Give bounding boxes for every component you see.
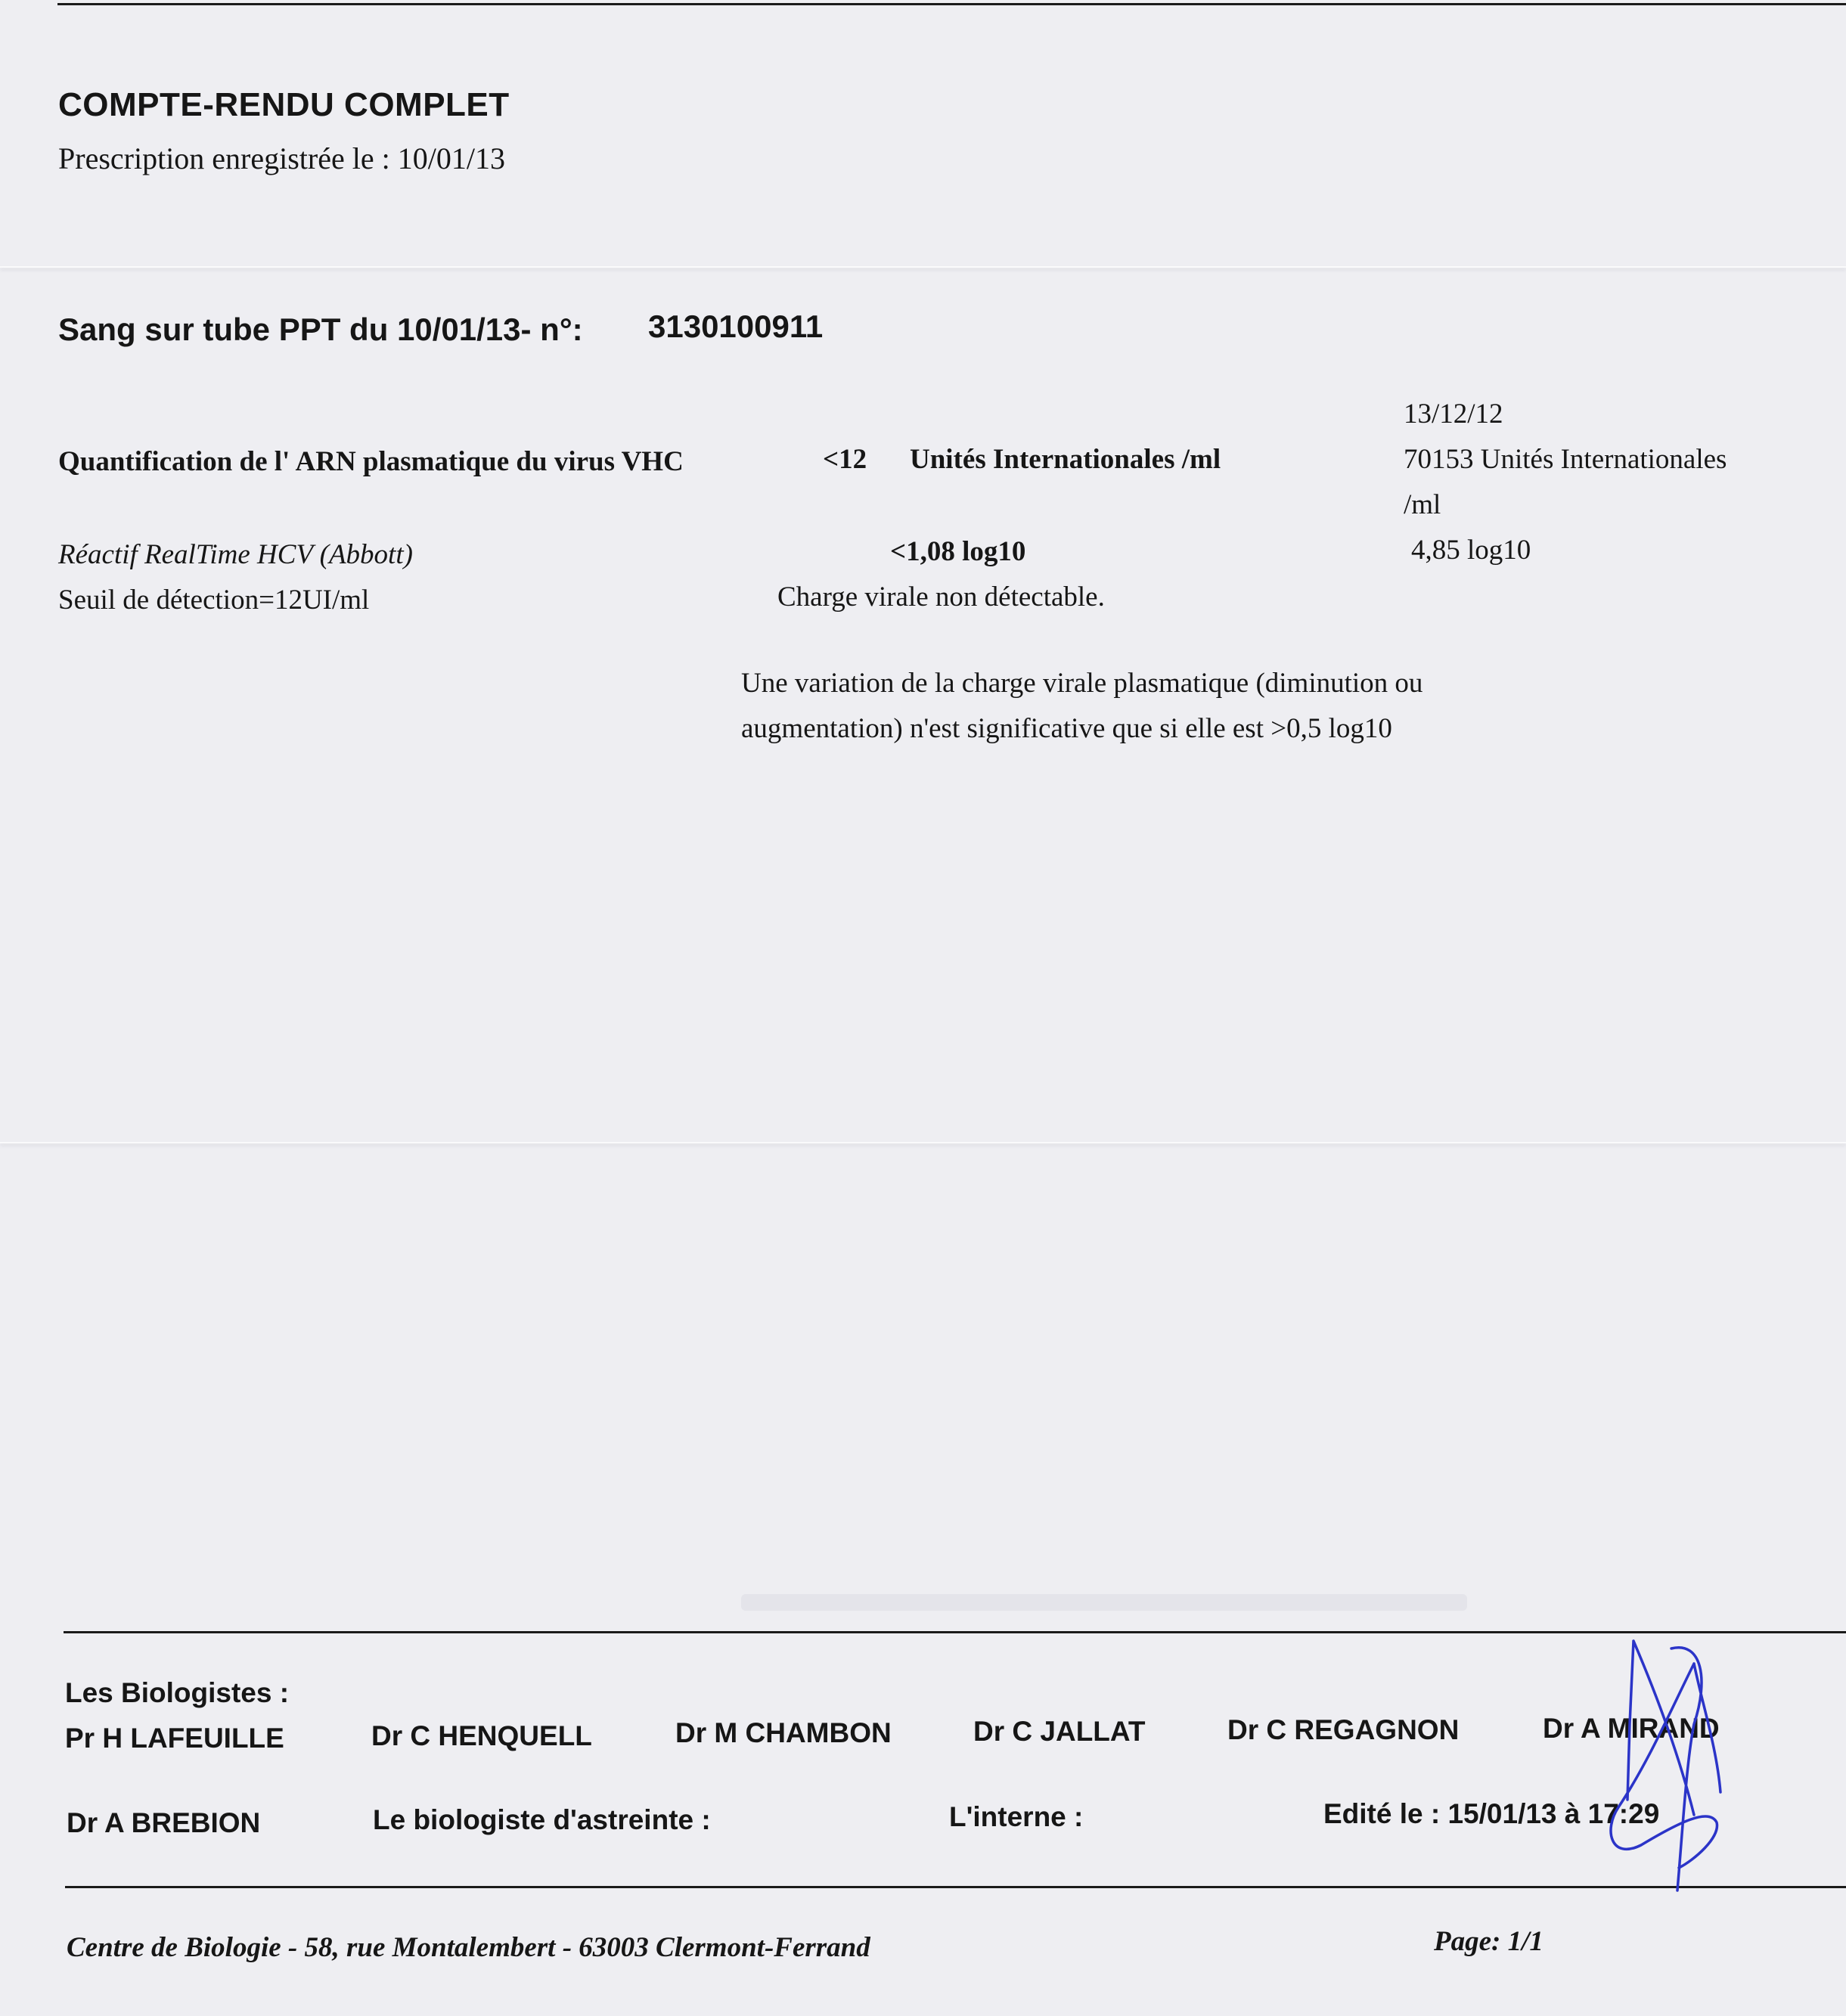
test-name: Quantification de l' ARN plasmatique du virus VHC: [58, 446, 684, 477]
result-value: <12: [823, 444, 867, 475]
biologist-name: Dr A BREBION: [67, 1807, 261, 1838]
biologist-name: Dr C JALLAT: [973, 1716, 1146, 1747]
result-unit: Unités Internationales /ml: [910, 444, 1221, 475]
detection-threshold: Seuil de détection=12UI/ml: [58, 585, 370, 616]
paper-fold: [0, 266, 1846, 268]
top-rule: [57, 3, 1846, 5]
edited-timestamp: Edité le : 15/01/13 à 17:29: [1323, 1798, 1660, 1829]
previous-date: 13/12/12: [1404, 399, 1503, 430]
paper-fold: [0, 1142, 1846, 1143]
page-number: Page: 1/1: [1434, 1926, 1544, 1957]
reagent-label: Réactif RealTime HCV (Abbott): [58, 539, 413, 570]
biologist-name: Pr H LAFEUILLE: [65, 1723, 284, 1754]
biologists-label: Les Biologistes :: [65, 1677, 290, 1708]
variation-note-line2: augmentation) n'est significative que si elle est >0,5 log10: [741, 713, 1392, 744]
result-comment: Charge virale non détectable.: [777, 582, 1105, 613]
result-log: <1,08 log10: [890, 536, 1026, 567]
report-title: COMPTE-RENDU COMPLET: [58, 86, 510, 123]
previous-value-unit: /ml: [1404, 489, 1441, 520]
biologist-name: Dr C HENQUELL: [371, 1720, 592, 1751]
sample-heading: Sang sur tube PPT du 10/01/13- n°:: [58, 312, 583, 347]
biologist-name: Dr A MIRAND: [1543, 1713, 1720, 1744]
biologists-top-rule: [64, 1631, 1846, 1633]
prescription-date: Prescription enregistrée le : 10/01/13: [58, 141, 505, 175]
previous-log: 4,85 log10: [1411, 535, 1531, 566]
astreinte-label: Le biologiste d'astreinte :: [373, 1804, 711, 1835]
biologist-name: Dr C REGAGNON: [1227, 1714, 1460, 1745]
lab-address: Centre de Biologie - 58, rue Montalembert - 63003 Clermont-Ferrand: [67, 1932, 870, 1963]
previous-value: 70153 Unités Internationales: [1404, 444, 1727, 475]
sample-number: 3130100911: [648, 309, 824, 344]
biologists-bottom-rule: [65, 1886, 1846, 1888]
interne-label: L'interne :: [949, 1801, 1084, 1832]
variation-note-line1: Une variation de la charge virale plasmatique (diminution ou: [741, 668, 1423, 699]
biologist-name: Dr M CHAMBON: [675, 1717, 892, 1748]
handwritten-signature: [1588, 1633, 1739, 1906]
bleed-through-smudge: [741, 1594, 1467, 1611]
